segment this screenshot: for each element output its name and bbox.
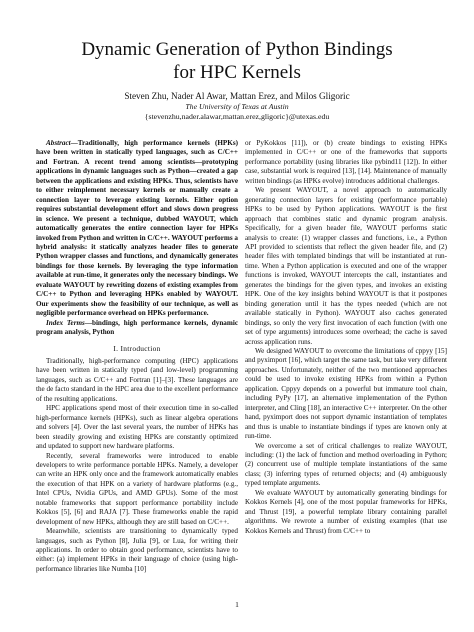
right-paragraph-3: We designed WAYOUT to overcome the limitations of cppyy [15] and pyximport [16], which target the same task, but take very different approaches. Unfortunately, neither of the two mentioned approaches could be used to invoke existing HPKs from within a Python application. Cppyy depends on a powerful but immature tool chain, including PyPy [17], an alternative implementation of the Python interpreter, and Cling [18], an interactive C++ interpreter. On the other hand, pyximport does not support dynamic instantiation of templates and thus is unable to instantiate bindings if types are known only at run-time. — [245, 346, 447, 441]
index-terms — [36, 319, 238, 338]
right-paragraph-4: We overcome a set of critical challenges to realize WAYOUT, including: (1) the lack of function and method overloading in Python; (2) concurrent use of multiple template instantiations of the same class; (3) inferring types of returned objects; and (4) ambiguously typed template arguments. — [245, 441, 447, 488]
right-column — [245, 139, 447, 536]
title-line-2: for HPC Kernels — [173, 62, 301, 83]
right-paragraph-1: or PyKokkos [11]), or (b) create bindings to existing HPKs implemented in C/C++ or one of the frameworks that supports performance portability (using libraries like pybind11 [12]). In either case, substantial work is required [13], [14]. Maintenance of manually written bindings (as HPKs evolve) introduces additional challenges. — [245, 139, 447, 185]
index-terms-lead: Index Terms — [46, 318, 85, 327]
author-block — [0, 91, 474, 122]
intro-paragraph-2: HPC applications spend most of their execution time in so-called high-performance kernels (HPKs), such as linear algebra operations and solvers [4]. Over the last several years, the number of HPKs has been steadily growing and existing HPKs are constantly optimized and updated to support new hardware platforms. — [36, 404, 238, 451]
author-emails: {stevenzhu,nader.alawar,mattan.erez,gligoric}@utexas.edu — [144, 112, 330, 121]
page-number: 1 — [235, 600, 239, 609]
paper-title — [0, 38, 474, 84]
abstract-text: —Traditionally, high performance kernels (HPKs) have been written in statically typed languages, such as C/C++ and Fortran. A recent trend among scientists—prototyping applications in dynamic languages such as Python—created a gap between the applications and existing HPKs. Thus, scientists have to either reimplement necessary kernels or manually create a connection layer to leverage existing kernels. Either option requires substantial development effort and slows down progress in science. We present a technique, dubbed WAYOUT, which automatically generates the entire connection layer for HPKs invoked from Python and written in C/C++. WAYOUT performs a hybrid analysis: it statically analyzes header files to generate Python wrapper classes and functions, and dynamically generates bindings for those kernels. By leveraging the type information available at run-time, it generates only the necessary bindings. We evaluate WAYOUT by rewriting dozens of existing examples from C/C++ to Python and leveraging HPKs enabled by WAYOUT. Our experiments show the feasibility of our technique, as well as negligible performance overhead on HPKs performance. — [36, 139, 238, 318]
title-line-1: Dynamic Generation of Python Bindings — [81, 39, 393, 60]
abstract-lead: Abstract — [46, 139, 71, 147]
right-paragraph-2: We present WAYOUT, a novel approach to automatically generating connection layers for existing (performance portable) HPKs to be used by Python applications. WAYOUT is the first approach that combines static and dynamic program analysis. Specifically, for a given header file, WAYOUT performs static analysis to create: (1) wrapper classes and functions, i.e., a Python API provided to scientists that reflect the given header file, and (2) header files with templated bindings that will be instantiated at run-time. When a Python application is executed and one of the wrapper functions is invoked, WAYOUT intercepts the call, instantiates and generates the bindings for the given types, and invokes an existing HPK. One of the key insights behind WAYOUT is that it postpones binding generation until it has the types needed (which are not available statically in Python). WAYOUT also caches generated bindings, so only the very first invocation of each function (with one set of type arguments) introduces some overhead; the cache is saved across application runs. — [245, 186, 447, 346]
author-names: Steven Zhu, Nader Al Awar, Mattan Erez, and Milos Gligoric — [124, 91, 350, 101]
section-heading-introduction: I. Introduction — [113, 343, 161, 353]
right-paragraph-5: We evaluate WAYOUT by automatically generating bindings for Kokkos Kernels [4], one of the most popular frameworks for HPKs, and Thrust [19], a powerful template library containing parallel algorithms. We rewrote a number of existing examples (that use Kokkos Kernels and Thrust) from C/C++ to — [245, 488, 447, 535]
intro-paragraph-3: Recently, several frameworks were introduced to enable developers to write performance portable HPKs. Namely, a developer can write an HPK only once and the framework automatically enables the execution of that HPK on a variety of hardware platforms (e.g., Intel CPUs, Nvidia GPUs, and AMD GPUs). Some of the most notable frameworks that support performance portability include Kokkos [5], [6] and RAJA [7]. These frameworks enable the rapid development of new HPKs, although they are still based on C/C++. — [36, 451, 238, 526]
index-terms-text: —bindings, high performance kernels, dynamic program analysis, Python — [36, 318, 238, 337]
abstract — [36, 139, 238, 319]
left-column — [36, 139, 238, 574]
intro-paragraph-4: Meanwhile, scientists are transitioning to dynamically typed languages, such as Python [8], Julia [9], or Lua, for writing their applications. In order to obtain good performance, scientists have to either: (a) implement HPKs in their language of choice (using high-performance libraries like Numba [10] — [36, 527, 238, 573]
intro-paragraph-1: Traditionally, high-performance computing (HPC) applications have been written in statically typed (and low-level) programming languages, such as C/C++ and Fortran [1]–[3]. These languages are the de facto standard in the HPC area due to the excellent performance of the resulting applications. — [36, 356, 238, 403]
author-affiliation: The University of Texas at Austin — [185, 102, 289, 111]
